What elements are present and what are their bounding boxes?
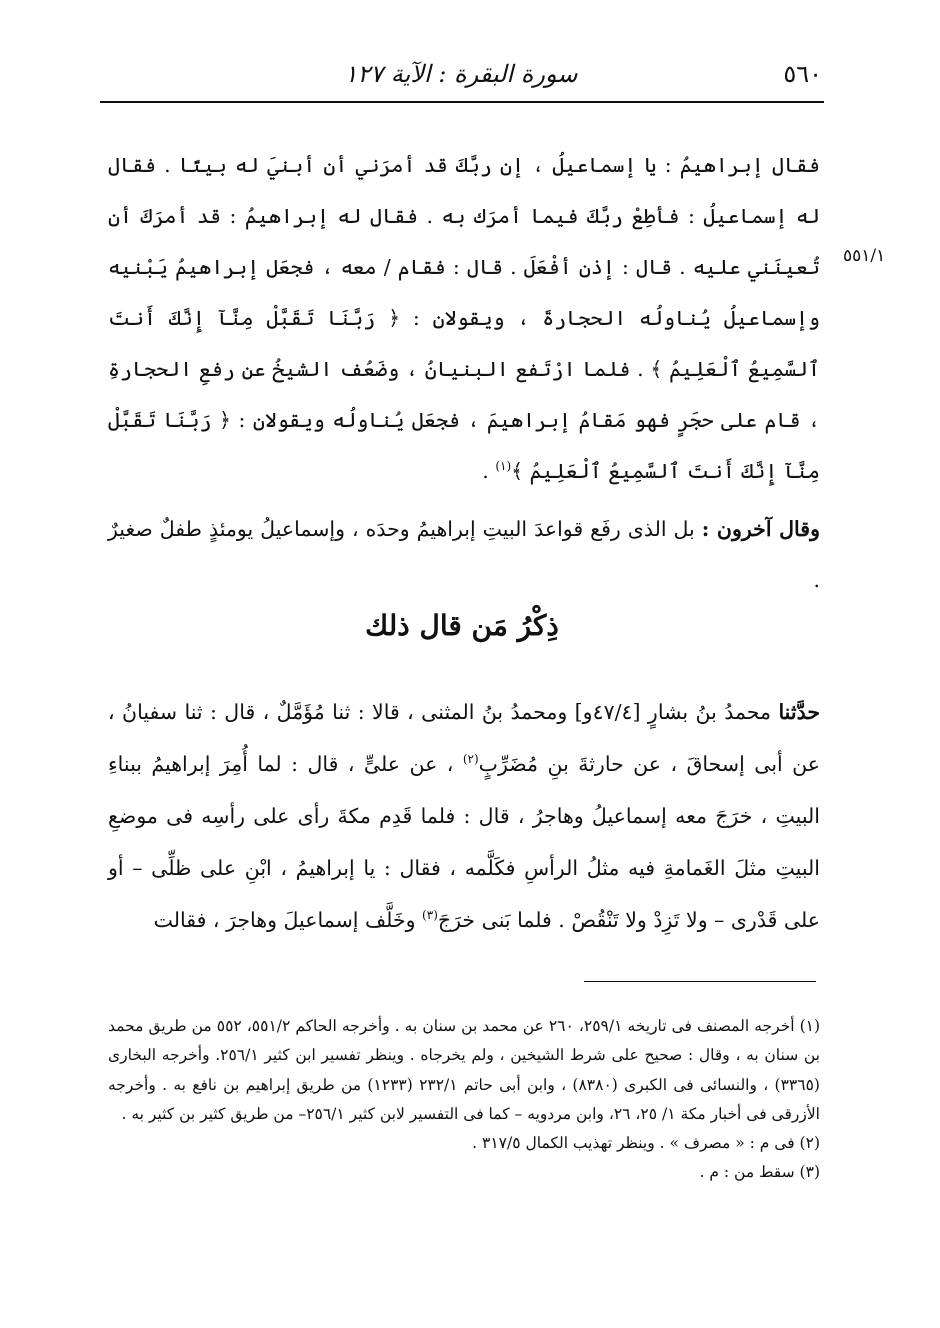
paragraph-1-text: فقال إبراهيمُ : يا إسماعيلُ ، إن ربَّكَ قد أمرَني أن أبنيَ له بيتًا . فقال له إسماعيلُ : فأطِعْ ربَّكَ فيما أمرَك به . فقال له إبراهيمُ : قد أمرَكَ أن تُعينَني عليه . قال : إذن أفْعَلَ . قال : فقام / معه ، فجعَل إبراهيمُ يَبْنيه وإسماعيلُ يُناولُه الحجارةَ ، ويقولان : ﴿ رَبَّنَا تَقَبَّلْ مِنَّآ إِنَّكَ أَنتَ ٱلسَّمِيعُ ٱلْعَلِيمُ ﴾ . فلما ارْتَفع البنيانُ ، وضَعُف الشيخُ عن رفعِ الحجارةِ ، قام على حجَرٍ فهو مَقامُ إبراهيمَ ، فجعَل يُناولُه ويقولان : ﴿ رَبَّنَا تَقَبَّلْ مِنَّآ إِنَّكَ أَنتَ ٱلسَّمِيعُ ٱلْعَلِيمُ ﴾ <box>108 153 820 483</box>
narration-part-3: وخَلَّف إسماعيلَ وهاجرَ ، فقالت <box>153 908 423 932</box>
page-number: ٥٦٠ <box>783 60 822 88</box>
section-heading: ذِكْرُ مَن قال ذلك <box>365 609 559 642</box>
footnote-marker-3: (٣) <box>422 908 438 923</box>
main-text <box>108 140 820 606</box>
narration-paragraph <box>108 686 820 946</box>
narration-part-2: ، عن علىٍّ ، قال : لما أُمِرَ إبراهيمُ ببناءِ البيتِ ، خرَجَ معه إسماعيلُ وهاجرُ ، قال : فلما قَدِم مكةَ رأى على رأسِه فى موضعِ البيتِ مثلَ الغَمامةِ فيه مثلُ الرأسِ فكَلَّمه ، فقال : يا إبراهيمُ ، ابْنِ على ظلِّى – أو على قَدْرى – ولا تَزِدْ ولا تَنْقُصْ . فلما بَنى خرَجَ <box>108 752 820 932</box>
narration-part-1: محمدُ بنُ بشارٍ [٤٧/٤و] ومحمدُ بنُ المثنى ، قالا : ثنا مُؤَمَّلٌ ، قال : ثنا سفيانُ ، عن أبى إسحاقَ ، عن حارثةَ بنِ مُضَرِّبٍ <box>108 700 821 776</box>
footnote-2: (٢) فى م : « مصرف » . وينظر تهذيب الكمال ٣١٧/٥ . <box>472 1134 820 1153</box>
paragraph-1 <box>108 140 820 497</box>
footnote-1: (١) أخرجه المصنف فى تاريخه ٢٥٩/١، ٢٦٠ عن محمد بن سنان به . وأخرجه الحاكم ٥٥١/٢، ٥٥٢ من طريق محمد بن سنان به ، وقال : صحيح على شرط الشيخين ، ولم يخرجاه . وينظر تفسير ابن كثير ٢٥٦/١. وأخرجه البخارى (٣٣٦٥) ، والنسائى فى الكبرى (٨٣٨٠) ، وابن أبى حاتم ٢٣٢/١ (١٢٣٣) من طريق إبراهيم بن نافع به . وأخرجه الأزرقى فى أخبار مكة ١/ ٢٥، ٢٦، وابن مردويه – كما فى التفسير لابن كثير ٢٥٦/١– من طريق كثير بن كثير به . <box>108 1017 821 1123</box>
footnote-rule <box>584 981 816 982</box>
narration-text <box>108 686 820 946</box>
paragraph-2 <box>108 504 820 606</box>
paragraph-1-end: . <box>482 459 496 483</box>
paragraph-2-label: وقال آخرون : <box>701 517 820 541</box>
footnote-marker-1: (١) <box>495 459 512 474</box>
paragraph-2-text: بل الذى رفَع قواعدَ البيتِ إبراهيمُ وحدَه ، وإسماعيلُ يومئذٍ طفلٌ صغيرٌ . <box>108 517 820 592</box>
header-rule <box>100 101 824 103</box>
running-title: سورة البقرة : الآية ١٢٧ <box>344 60 578 88</box>
footnotes <box>108 1012 820 1188</box>
footnote-3: (٣) سقط من : م . <box>699 1163 820 1182</box>
page-header <box>100 56 822 96</box>
narration-lead: حدَّثنا <box>778 700 821 724</box>
margin-reference: ٥٥١/١ <box>843 246 886 266</box>
footnote-marker-2: (٢) <box>462 752 479 767</box>
